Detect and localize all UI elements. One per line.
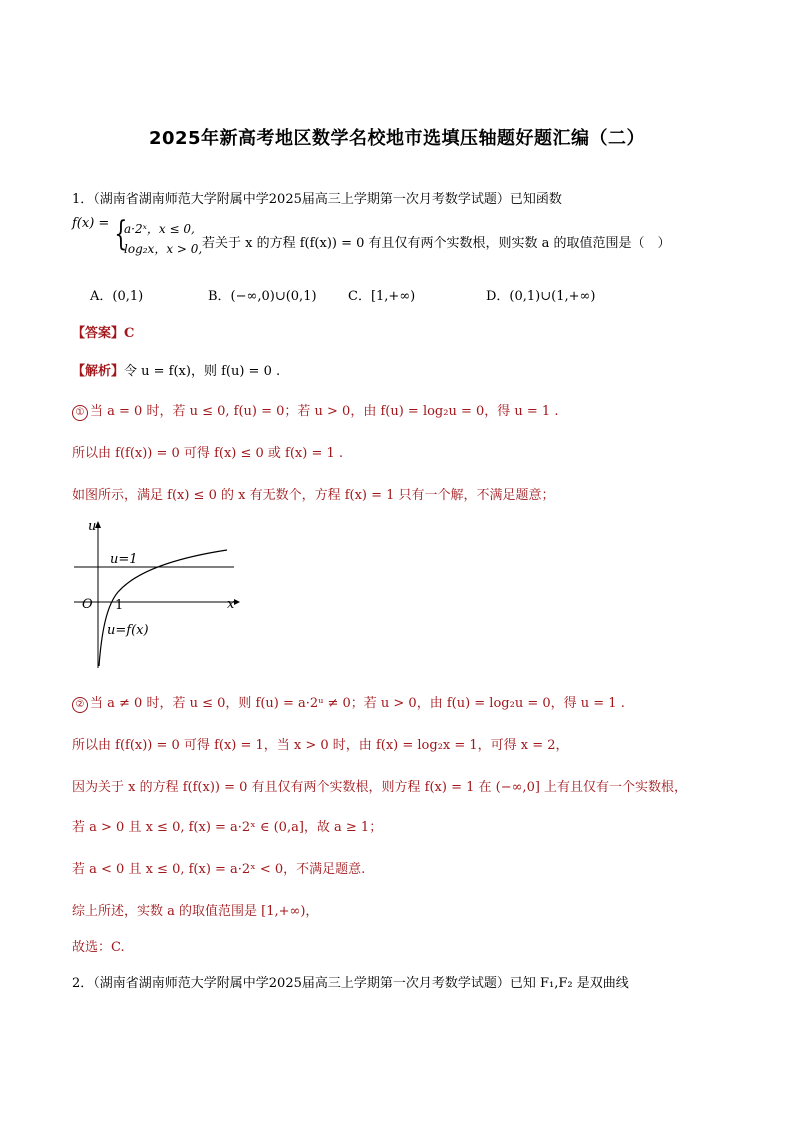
answer-value: C [124,326,135,341]
analysis-line-6: 所以由 f(f(x)) = 0 可得 f(x) = 1，当 x > 0 时，由 f(x) = log₂x = 1，可得 x = 2， [72,738,569,753]
x-axis-label: x [227,597,235,612]
analysis-text-5: 当 a ≠ 0 时，若 u ≤ 0，则 f(u) = a·2ᵘ ≠ 0；若 u > 0，由 f(u) = log₂u = 0，得 u = 1 . [90,696,625,711]
analysis-line-10: 综上所述，实数 a 的取值范围是 [1,+∞)， [72,904,319,919]
analysis-line-3: 所以由 f(f(x)) = 0 可得 f(x) ≤ 0 或 f(x) = 1 . [72,446,344,461]
piecewise-brace: { [114,214,128,254]
question-2-stem: 2．（湖南省湖南师范大学附属中学2025届高三上学期第一次月考数学试题）已知 F₁,F₂ 是双曲线 [72,976,629,991]
analysis-line-9: 若 a < 0 且 x ≤ 0, f(x) = a·2ˣ < 0，不满足题意. [72,862,366,877]
answer-line [72,322,134,341]
y-axis-label: u [88,519,97,534]
question-1-stem: 1．（湖南省湖南师范大学附属中学2025届高三上学期第一次月考数学试题）已知函数 [72,192,562,207]
answer-tag: 【答案】 [72,326,125,341]
analysis-line-5 [72,692,625,713]
case-2-marker: ② [72,697,88,713]
curve-label: u=f(x) [107,623,149,638]
page-title: 2025年新高考地区数学名校地市选填压轴题好题汇编（二） [148,128,646,149]
function-graph [72,516,242,670]
tick-one-label: 1 [115,598,124,613]
analysis-line-2 [72,400,558,421]
option-b: B．(−∞,0)∪(0,1) [208,289,317,304]
question-1-condition: 若关于 x 的方程 f(f(x)) = 0 有且仅有两个实数根，则实数 a 的取值范围是（ ） [202,236,671,251]
case-1-marker: ① [72,405,88,421]
analysis-line-4: 如图所示，满足 f(x) ≤ 0 的 x 有无数个，方程 f(x) = 1 只有一个解，不满足题意； [72,488,555,503]
piecewise-case-1: a·2ˣ，x ≤ 0, [124,222,195,236]
analysis-line-7: 因为关于 x 的方程 f(f(x)) = 0 有且仅有两个实数根，则方程 f(x) = 1 在 (−∞,0] 上有且仅有一个实数根， [72,780,688,795]
analysis-tag: 【解析】 [72,364,125,379]
option-c: C．[1,+∞) [348,289,416,304]
function-lhs: f(x) = [72,216,110,231]
analysis-line-1 [72,360,280,379]
analysis-line-11: 故选：C. [72,940,125,955]
analysis-line-8: 若 a > 0 且 x ≤ 0, f(x) = a·2ˣ ∈ (0,a]，故 a ≥ 1； [72,820,383,835]
option-d: D．(0,1)∪(1,+∞) [486,289,596,304]
piecewise-case-2: log₂x，x > 0, [124,242,203,256]
option-a: A．(0,1) [90,289,144,304]
x-axis-arrow [234,599,240,605]
origin-label: O [82,597,93,612]
analysis-text-1: 令 u = f(x)，则 f(u) = 0 . [124,364,281,379]
hline-label: u=1 [110,552,138,567]
analysis-text-2: 当 a = 0 时，若 u ≤ 0, f(u) = 0；若 u > 0，由 f(u) = log₂u = 0，得 u = 1 . [90,404,559,419]
